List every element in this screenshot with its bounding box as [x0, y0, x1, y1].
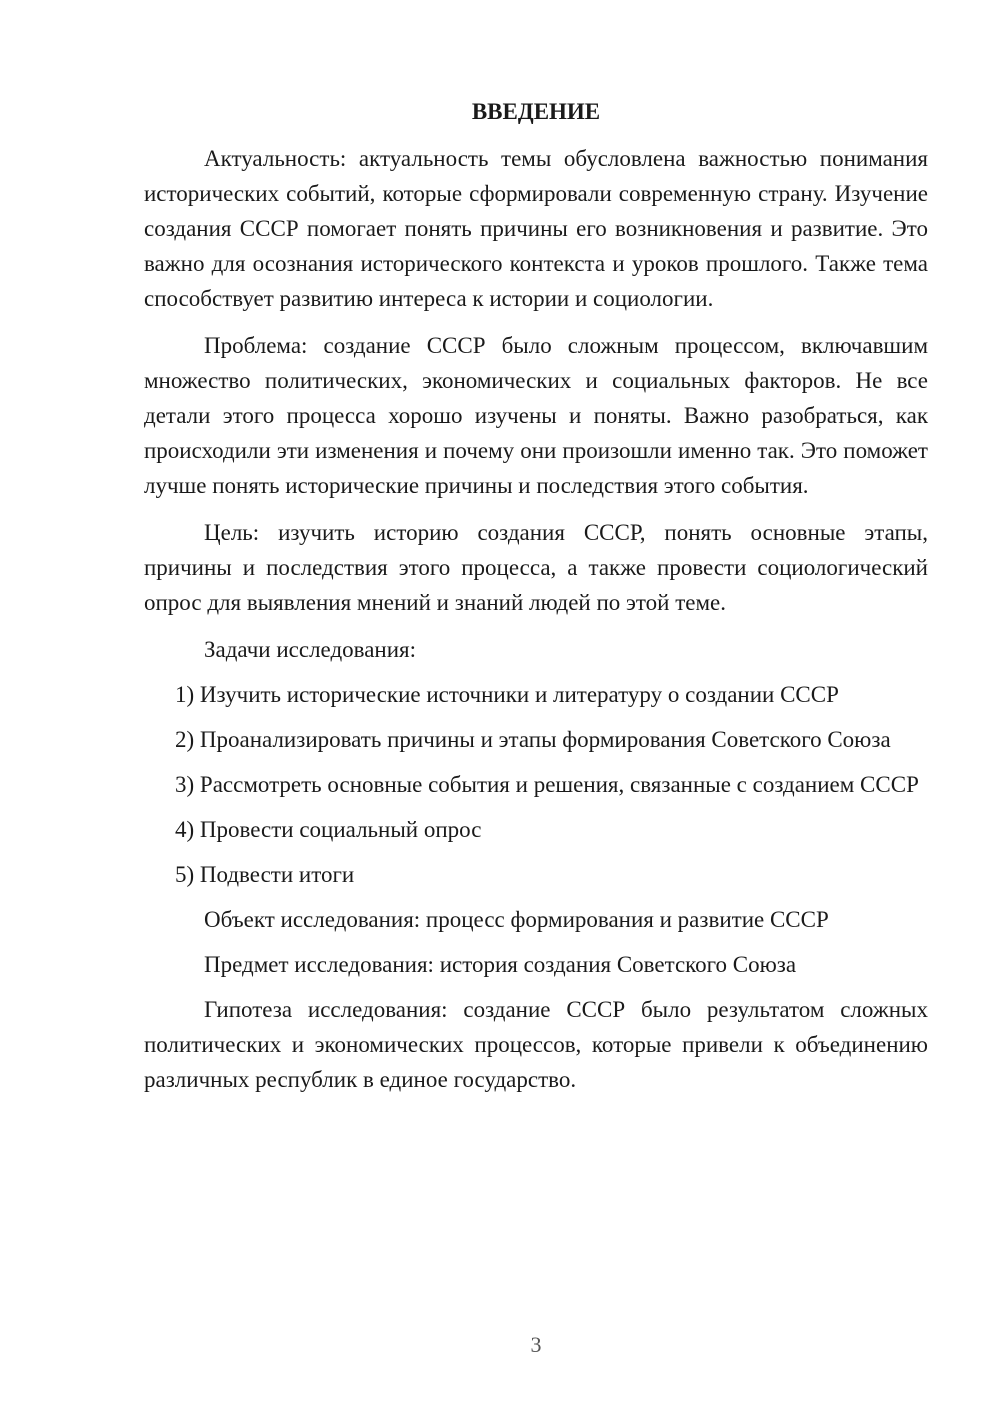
task-item-5: 5) Подвести итоги [175, 862, 355, 887]
task-item-3: 3) Рассмотреть основные события и решения, связанные с созданием СССР [175, 772, 919, 797]
relevance-paragraph: Актуальность: актуальность темы обусловлена важностью понимания исторических событий, которые сформировали современную страну. Изучение создания СССР помогает понять причины его возникновения и развитие. Это важно для осознания исторического контекста и уроков прошлого. Также тема способствует развитию интереса к истории и социологии. [144, 146, 928, 311]
section-title: ВВЕДЕНИЕ [471, 99, 601, 124]
tasks-heading: Задачи исследования: [204, 637, 417, 662]
task-item-2: 2) Проанализировать причины и этапы формирования Советского Союза [175, 727, 891, 752]
research-hypothesis: Гипотеза исследования: создание СССР было результатом сложных политических и экономических процессов, которые привели к объединению различных республик в единое государство. [144, 997, 928, 1092]
research-object: Объект исследования: процесс формирования и развитие СССР [204, 907, 829, 932]
page-number: 3 [530, 1332, 542, 1357]
task-item-4: 4) Провести социальный опрос [175, 817, 482, 842]
task-item-1: 1) Изучить исторические источники и литературу о создании СССР [175, 682, 839, 707]
document-body [144, 94, 928, 1109]
problem-paragraph: Проблема: создание СССР было сложным процессом, включавшим множество политических, экономических и социальных факторов. Не все детали этого процесса хорошо изучены и поняты. Важно разобраться, как происходили эти изменения и почему они произошли именно так. Это поможет лучше понять исторические причины и последствия этого события. [144, 333, 928, 498]
goal-paragraph: Цель: изучить историю создания СССР, понять основные этапы, причины и последствия этого процесса, а также провести социологический опрос для выявления мнений и знаний людей по этой теме. [144, 520, 928, 615]
research-subject: Предмет исследования: история создания Советского Союза [204, 952, 797, 977]
